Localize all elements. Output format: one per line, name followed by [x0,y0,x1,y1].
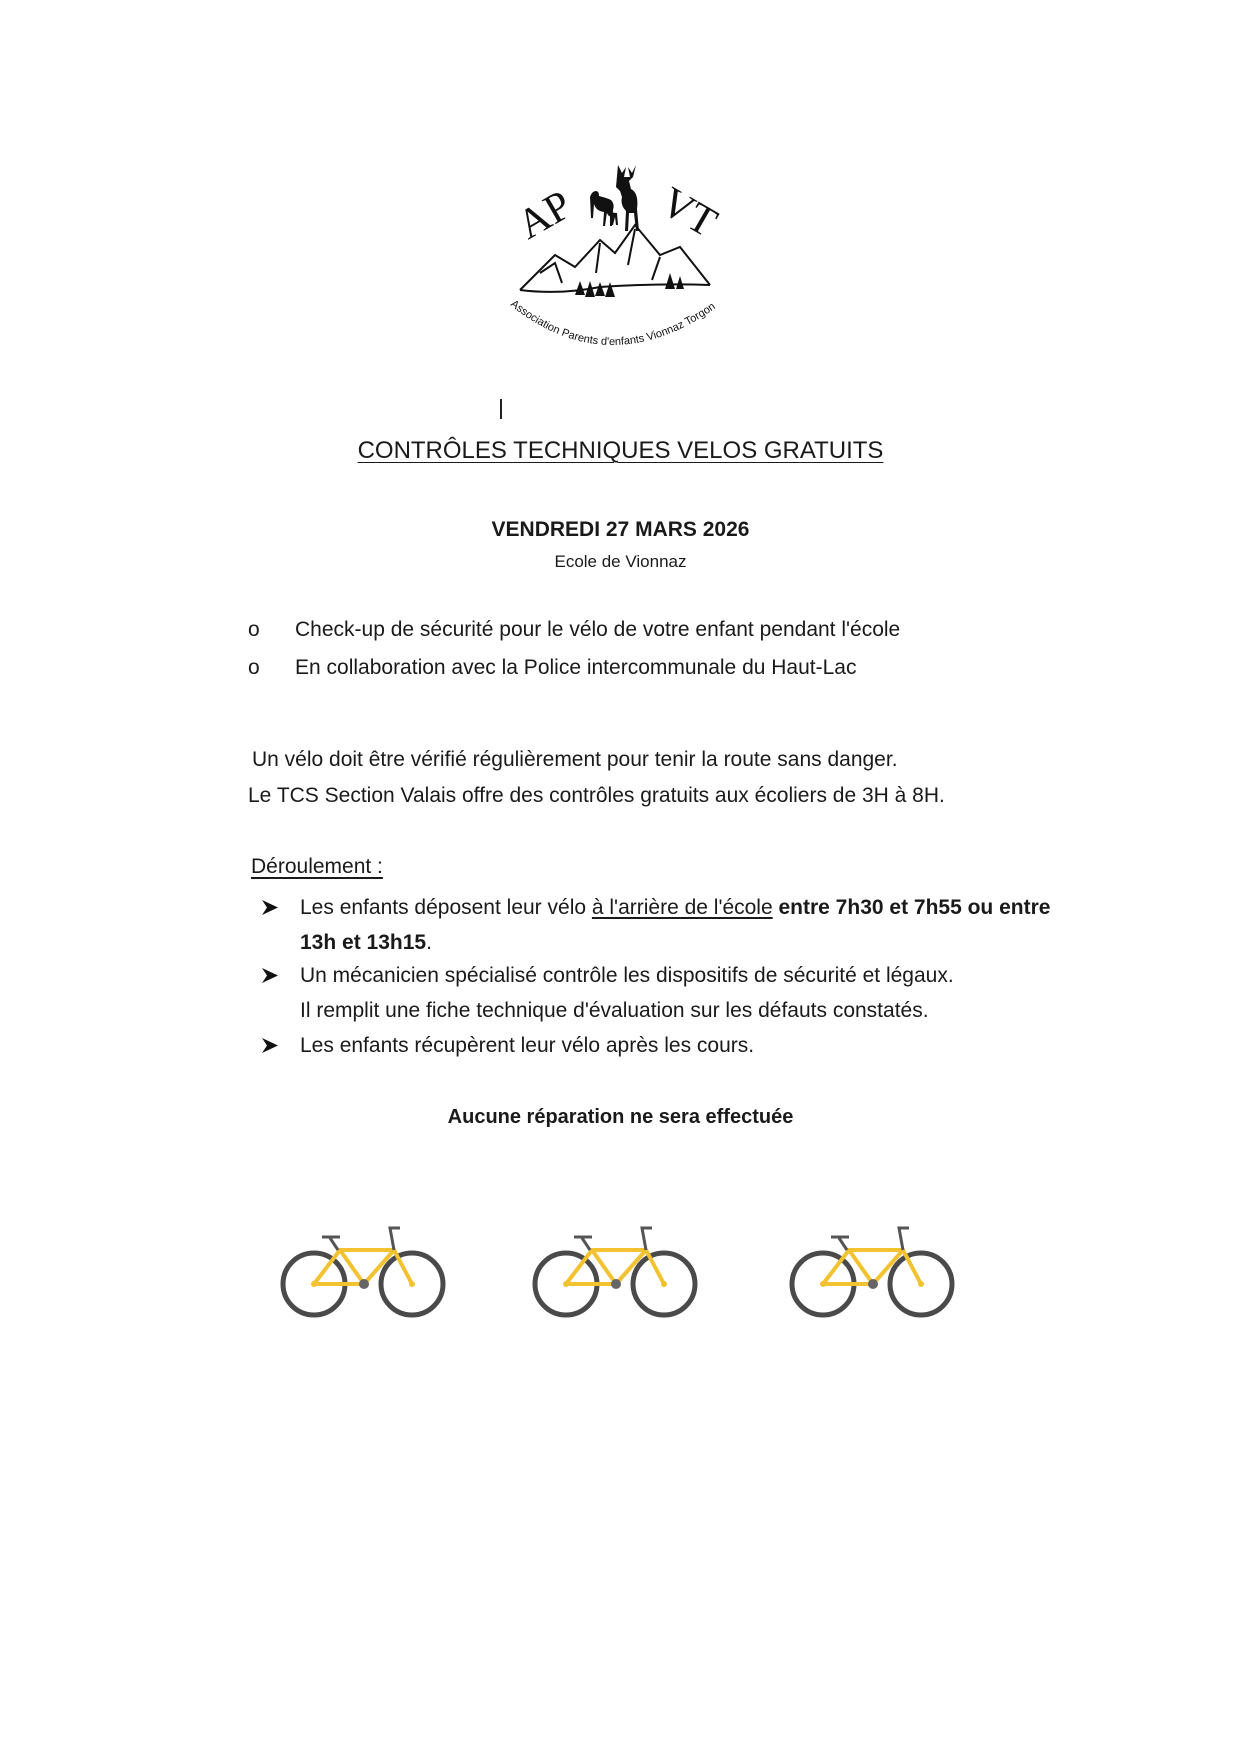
no-repair-notice: Aucune réparation ne sera effectuée [447,1106,794,1128]
bullet-item [248,656,856,680]
bicycle-icon [278,1220,448,1320]
arrow-bullet-icon [258,1028,282,1063]
apvt-logo [500,155,760,405]
logo-initials-vt: VT [653,178,725,247]
bullet-text: En collaboration avec la Police intercommunale du Haut-Lac [295,656,857,679]
step-location: à l'arrière de l'école [591,896,773,919]
arrow-bullet-icon [258,890,282,925]
step-item [258,890,1078,960]
intro-line: Un vélo doit être vérifié régulièrement pour tenir la route sans danger. [252,748,898,771]
arrow-bullet-icon [258,958,282,993]
intro-line: Le TCS Section Valais offre des contrôles gratuits aux écoliers de 3H à 8H. [248,784,945,807]
bullet-marker: o [248,618,260,641]
bullet-text: Check-up de sécurité pour le vélo de votre enfant pendant l'école [295,618,901,641]
page-title: CONTRÔLES TECHNIQUES VELOS GRATUITS [357,437,884,464]
event-location: Ecole de Vionnaz [554,552,687,571]
deer-icon [590,165,639,231]
event-date: VENDREDI 27 MARS 2026 [491,518,750,541]
step-text: Les enfants déposent leur vélo [300,896,592,919]
logo-initials-ap: AP [510,181,580,249]
deroulement-heading: Déroulement : [251,855,383,878]
step-text: Un mécanicien spécialisé contrôle les dispositifs de sécurité et légaux. [300,964,954,987]
step-times: entre 7h30 et 7h55 ou entre 13h et 13h15 [300,896,1051,954]
text-cursor [500,399,502,419]
step-item [258,1028,1078,1063]
step-end: . [426,931,432,954]
step-text: Les enfants récupèrent leur vélo après les cours. [300,1034,755,1057]
logo-caption: Association Parents d'enfants Vionnaz Torgon [508,297,718,349]
bullet-item [248,618,900,642]
bicycle-icon [787,1220,957,1320]
step-text: Il remplit une fiche technique d'évaluation sur les défauts constatés. [300,999,929,1022]
bullet-marker: o [248,656,260,679]
bicycle-icon [530,1220,700,1320]
step-item [258,958,1078,1028]
